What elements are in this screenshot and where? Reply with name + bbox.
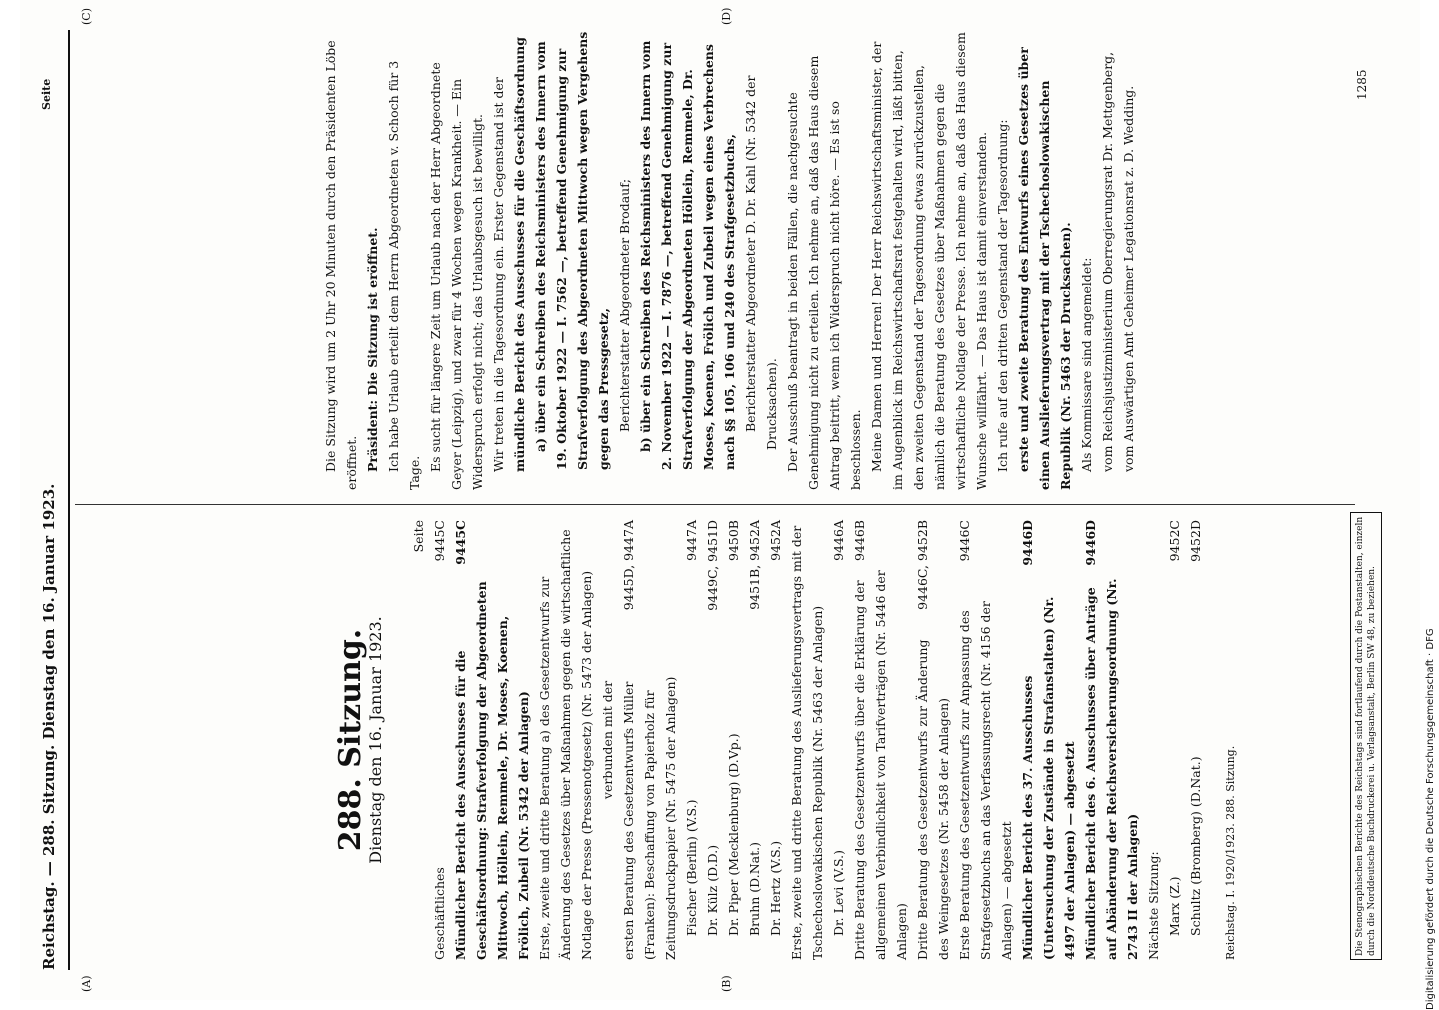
session-title: 288. Sitzung. xyxy=(333,628,368,852)
toc-entry xyxy=(450,520,534,960)
toc-entry xyxy=(765,520,786,960)
toc-entry-text: Nächste Sitzung: xyxy=(1146,851,1161,960)
toc-entry-text: Erste, zweite und dritte Beratung a) des Gesetzentwurfs zur Änderung des Gesetzes über Maßnahmen gegen die wirtschaftliche Notlage der Presse (Pressenotgesetz) (Nr. 5473 der Anlagen) xyxy=(537,529,594,960)
proceedings-paragraph: b) über ein Schreiben des Reichsministers des Innern vom 2. November 1922 — I. 7876 —, betreffend Genehmigung zur Strafverfolgung der Abgeordneten Höllein, Remmele, Dr. Moses, Koenen, Frölich und Zubeil wegen eines Verbrechens nach §§ 105, 106 und 240 des Strafgesetzbuchs, xyxy=(638,40,737,470)
toc-entry xyxy=(744,520,765,960)
footer-ref: Reichstag. I. 1920/1923. 288. Sitzung. xyxy=(1224,745,1237,960)
side-credit-text: Digitalisierung gefördert durch die Deutsche Forschungsgemeinschaft · DFG xyxy=(1425,628,1436,1010)
toc-entry-page-ref: 9446D xyxy=(1083,520,1098,566)
proceedings-paragraph: vom Auswärtigen Amt Geheimer Legationsrat z. D. Wedding. xyxy=(1121,85,1136,472)
toc-entry-page-ref: 9447A xyxy=(684,520,699,561)
toc-entry-page-ref: 9446C xyxy=(957,520,972,562)
toc-entry xyxy=(1164,520,1185,960)
toc-entry-text: Mündlicher Bericht des 6. Ausschusses über Anträge auf Abänderung der Reichsversicherungsordnung (Nr. 2743 II der Anlagen) xyxy=(1083,578,1140,960)
toc-list xyxy=(429,520,1206,960)
toc-entry xyxy=(1185,520,1206,960)
toc-entry-text: Erste Beratung des Gesetzentwurfs zur Anpassung des Strafgesetzbuchs an das Verfassungsrecht (Nr. 4156 der Anlagen) — abgesetzt xyxy=(957,601,1014,960)
toc-entry-text: Bruhn (D.Nat.) xyxy=(747,842,762,936)
proceedings-paragraph: Präsident: Die Sitzung ist eröffnet. xyxy=(365,227,380,472)
page-number: 1285 xyxy=(1355,69,1369,100)
toc-entry-text: Erste, zweite und dritte Beratung des Auslieferungsvertrags mit der Tschechoslowakischen Republik (Nr. 5463 der Anlagen) xyxy=(789,525,825,960)
toc-entry-page-ref: 9445D, 9447A xyxy=(621,520,636,611)
toc-entry xyxy=(912,520,954,960)
column-divider xyxy=(75,504,1355,505)
proceedings-paragraph: Wir treten in die Tagesordnung ein. Erster Gegenstand ist der xyxy=(491,77,506,472)
toc-entry-page-ref: 9451B, 9452A xyxy=(747,520,762,610)
toc-entry xyxy=(702,520,723,960)
toc-entry-page-ref: 9445C xyxy=(432,520,447,562)
proceedings-paragraph: vom Reichsjustizministerium Oberregierungsrat Dr. Mettgenberg, xyxy=(1100,51,1115,472)
header-title: Reichstag. — 288. Sitzung. Dienstag den 16. Januar 1923. xyxy=(40,483,58,970)
proceedings-paragraph: Berichterstatter Abgeordneter Brodauf; xyxy=(617,178,632,432)
proceedings-paragraph: Als Kommissare sind angemeldet: xyxy=(1079,257,1094,472)
toc-entry-text: Dr. Hertz (V.S.) xyxy=(768,840,783,936)
toc-entry-page-ref: 9452C xyxy=(1167,520,1182,562)
toc-entry-text: Dr. Külz (D.D.) xyxy=(705,844,720,936)
proceedings-paragraph: Berichterstatter Abgeordneter D. Dr. Kahl (Nr. 5342 der Drucksachen). xyxy=(743,75,779,450)
toc-entry-text: Dr. Levi (V.S.) xyxy=(831,850,846,936)
proceedings-paragraph: Ich rufe auf den dritten Gegenstand der Tagesordnung: xyxy=(995,119,1010,472)
toc-entry-text: Dritte Beratung des Gesetzentwurfs zur Änderung des Weingesetzes (Nr. 5458 der Anlagen) xyxy=(915,639,951,960)
proceedings-paragraph: Der Ausschuß beantragt in beiden Fällen, die nachgesuchte Genehmigung nicht zu erteilen. Ich nehme an, daß das Haus diesem Antrag beitritt, wenn ich Widerspruch nicht höre. — Es ist so beschlossen. xyxy=(785,55,863,490)
proceedings-text xyxy=(80,30,1139,490)
table-of-contents xyxy=(80,520,1241,960)
document-page xyxy=(20,0,1436,1010)
toc-entry xyxy=(849,520,912,960)
proceedings-paragraph: a) über ein Schreiben des Reichsministers des Innern vom 19. Oktober 1922 — I. 7562 —, betreffend Genehmigung zur Strafverfolgung des Abgeordneten Mittwoch wegen Vergehens gegen das Pressgesetz, xyxy=(533,31,611,470)
margin-letter-d: (D) xyxy=(720,7,733,25)
header-rule xyxy=(68,30,70,970)
toc-entry-text: Schultz (Bromberg) (D.Nat.) xyxy=(1188,756,1203,936)
toc-entry-text: Fischer (Berlin) (V.S.) xyxy=(684,799,699,936)
toc-entry xyxy=(1017,520,1080,960)
toc-entry-page-ref: 9446D xyxy=(1020,520,1035,566)
toc-entry xyxy=(681,520,702,960)
side-credit xyxy=(1425,10,1439,1010)
toc-entry-text: verbunden mit der xyxy=(600,680,615,800)
toc-entry-page-ref: 9450B xyxy=(726,520,741,561)
proceedings-paragraph: erste und zweite Beratung des Entwurfs eines Gesetzes über einen Auslieferungsvertrag mit der Tschechoslowakischen Republik (Nr. 5463 der Drucksachen). xyxy=(1016,47,1073,490)
toc-entry-page-ref: 9452A xyxy=(768,520,783,561)
proceedings-paragraph: Meine Damen und Herren! Der Herr Reichswirtschaftsminister, der im Augenblick im Reichswirtschaftsrat festgehalten wird, läßt bitten, den zweiten Gegenstand der Tagesordnung etwas zurückzustellen, nämlich die Beratung des Gesetzes über Maßnahmen gegen die wirtschaftliche Notlage der Presse. Ich nehme an, daß das Haus diesem Wunsche willfährt. — Das Haus ist damit einverstanden. xyxy=(869,32,989,490)
margin-letter-b: (B) xyxy=(720,975,733,992)
toc-entry-page-ref: 9446C, 9452B xyxy=(915,520,930,610)
session-date: Dienstag den 16. Januar 1923. xyxy=(366,616,385,864)
proceedings-paragraph: Die Sitzung wird um 2 Uhr 20 Minuten durch den Präsidenten Löbe eröffnet. xyxy=(323,40,359,490)
margin-letter-a: (A) xyxy=(80,975,93,992)
toc-entry-page-ref: 9449C, 9451D xyxy=(705,520,720,611)
toc-entry-text: Dr. Piper (Mecklenburg) (D.Vp.) xyxy=(726,733,741,936)
toc-entry xyxy=(534,520,597,960)
toc-entry-page-ref: 9446B xyxy=(852,520,867,561)
footnote-box: Die Stenographischen Berichte des Reichstags sind fortlaufend durch die Postanstalten, einzeln durch die Norddeutsche Buchdruckerei u. Verlagsanstalt, Berlin SW 48, zu beziehen. xyxy=(1350,512,1382,960)
seite-label: Seite xyxy=(411,520,426,553)
toc-entry xyxy=(1143,520,1164,960)
toc-entry-text: Mündlicher Bericht des 37. Ausschusses (Untersuchung der Zustände in Strafanstalten) (Nr. 4497 der Anlagen) — abgesetzt xyxy=(1020,596,1077,960)
toc-entry xyxy=(786,520,828,960)
toc-entry xyxy=(954,520,1017,960)
toc-entry xyxy=(1080,520,1143,960)
toc-entry-text: Geschäftliches xyxy=(432,867,447,960)
margin-letter-c: (C) xyxy=(80,8,93,25)
proceedings-paragraph: Ich habe Urlaub erteilt dem Herrn Abgeordneten v. Schoch für 3 Tage. xyxy=(386,60,422,490)
rotated-content xyxy=(20,0,1420,1000)
toc-entry-text: Marx (Z.) xyxy=(1167,876,1182,936)
toc-entry-page-ref: 9445C xyxy=(453,520,468,565)
toc-entry-text: Dritte Beratung des Gesetzentwurfs über die Erklärung der allgemeinen Verbindlichkeit von Tarifverträgen (Nr. 5446 der Anlagen) xyxy=(852,570,909,960)
toc-entry xyxy=(597,520,618,960)
toc-entry xyxy=(828,520,849,960)
header-seite: Seite xyxy=(40,78,53,110)
toc-entry xyxy=(723,520,744,960)
toc-entry-text: Mündlicher Bericht des Ausschusses für die Geschäftsordnung: Strafverfolgung der Abgeordneten Mittwoch, Höllein, Remmele, Dr. Moses, Koenen, Frölich, Zubeil (Nr. 5342 der Anlagen) xyxy=(453,581,531,960)
toc-entry-page-ref: 9446A xyxy=(831,520,846,561)
proceedings-paragraph: Es sucht für längere Zeit um Urlaub nach der Herr Abgeordnete Geyer (Leipzig), und zwar für 4 Wochen wegen Krankheit. — Ein Widerspruch erfolgt nicht; das Urlaubsgesuch ist bewilligt. xyxy=(428,62,485,490)
toc-entry xyxy=(429,520,450,960)
toc-entry-page-ref: 9452D xyxy=(1188,520,1203,562)
toc-entry xyxy=(618,520,681,960)
toc-entry-text: ersten Beratung des Gesetzentwurfs Müller (Franken): Beschaffung von Papierholz für Zeitungsdruckpapier (Nr. 5475 der Anlagen) xyxy=(621,676,678,960)
proceedings-paragraph: mündliche Bericht des Ausschusses für die Geschäftsordnung xyxy=(512,37,527,472)
